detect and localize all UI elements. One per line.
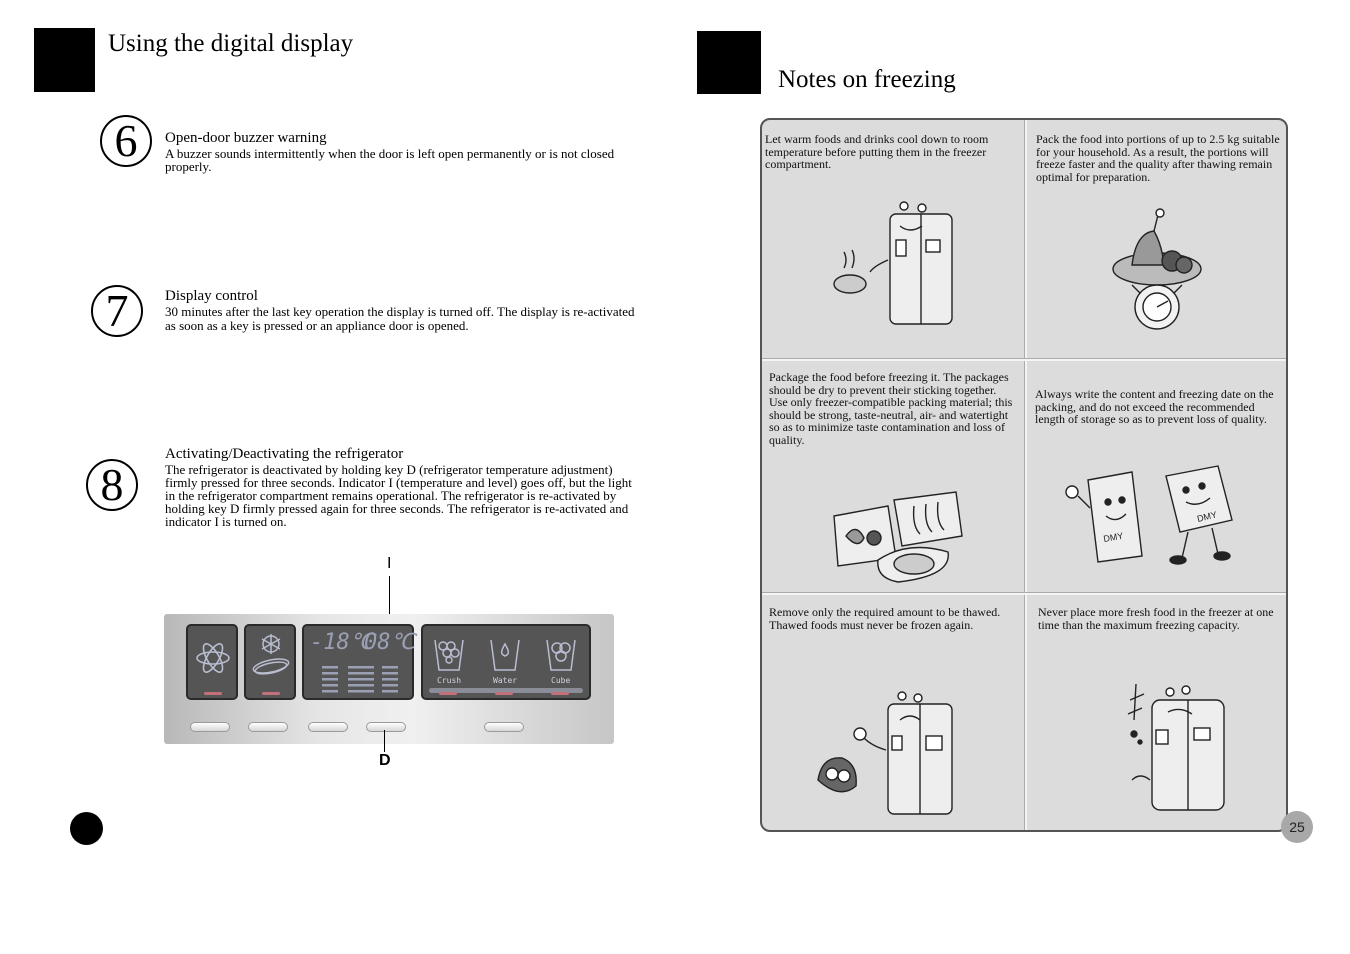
panel-box-dispenser	[421, 624, 591, 700]
section-title: Display control	[165, 288, 258, 304]
key-d-label: D	[379, 752, 391, 769]
fridge-character-overloaded-illustration	[1118, 680, 1238, 820]
section-title: Activating/Deactivating the refrigerator	[165, 446, 404, 462]
snowflake-atom-icon	[189, 634, 237, 684]
panel-key-5[interactable]	[484, 722, 524, 732]
fridge-character-hot-food-illustration	[830, 200, 970, 330]
indicator-light	[551, 692, 569, 695]
step-number-8: 8	[86, 459, 138, 511]
panel-key-1[interactable]	[190, 722, 230, 732]
key-d-line	[384, 730, 385, 752]
page-number-dot-left	[70, 812, 103, 845]
panel-box-fridge	[186, 624, 238, 700]
section-marker	[697, 31, 761, 94]
section-marker	[34, 28, 95, 92]
indicator-light	[495, 692, 513, 695]
section-body: 30 minutes after the last key operation the display is turned off. The display is re-activated as soon as a key is pressed or an appliance door is opened.	[165, 304, 635, 333]
notes-grid	[760, 118, 1288, 832]
indicator-light	[262, 692, 280, 695]
display-fridge-temp: 08℃	[364, 630, 416, 655]
note-portions: Pack the food into portions of up to 2.5 kg suitable for your household. As a result, the portions will freeze faster and the quality after thawing remain optimal for preparation.	[1036, 132, 1280, 184]
packaged-food-illustration	[828, 486, 968, 586]
freezer-snowflake-icon	[248, 630, 294, 682]
note-max-capacity: Never place more fresh food in the freezer at one time than the maximum freezing capacity.	[1038, 605, 1274, 632]
food-scale-illustration	[1102, 205, 1212, 335]
ice-cube-icon	[543, 634, 579, 674]
labelled-packages-illustration	[1062, 462, 1252, 572]
page-title-right: Notes on freezing	[778, 66, 956, 93]
dispenser-label-crush: Crush	[437, 676, 462, 685]
package-brand-text: DMY	[1196, 509, 1218, 524]
display-freezer-temp: -18℃	[310, 630, 375, 655]
page-number-badge: 25	[1281, 811, 1313, 843]
dispenser-label-water: Water	[493, 676, 518, 685]
panel-key-3[interactable]	[308, 722, 348, 732]
note-thaw-required: Remove only the required amount to be thawed. Thawed foods must never be frozen again.	[769, 605, 1001, 632]
grid-divider	[1024, 120, 1027, 830]
crush-ice-icon	[431, 634, 467, 674]
indicator-i-label: I	[387, 555, 392, 572]
grid-divider	[762, 358, 1286, 361]
package-brand-text: DMY	[1102, 530, 1125, 544]
section-body: A buzzer sounds intermittently when the door is left open permanently or is not closed properly.	[165, 146, 615, 174]
step-number-6: 6	[100, 115, 152, 167]
section-display-control	[165, 288, 645, 333]
section-activating	[165, 446, 645, 528]
grid-divider	[762, 592, 1286, 595]
panel-key-2[interactable]	[248, 722, 288, 732]
control-panel	[164, 614, 614, 744]
step-number-7: 7	[91, 285, 143, 337]
page-title-left: Using the digital display	[108, 30, 354, 57]
section-title: Open-door buzzer warning	[165, 130, 327, 146]
panel-box-freezer	[244, 624, 296, 700]
section-body: The refrigerator is deactivated by holding key D (refrigerator temperature adjustment) firmly pressed for three seconds. Indicator I (temperature and level) goes off, but the light in the refrigerator compartment remains operational. The refrigerator is re-activated by holding key D firmly pressed again for three seconds. The refrigerator is re-activated and indicator I is turned on.	[165, 462, 632, 529]
section-open-door-buzzer	[165, 130, 645, 173]
dispenser-label-cube: Cube	[551, 676, 571, 685]
level-bars-icon	[308, 664, 412, 696]
note-write-date: Always write the content and freezing date on the packing, and do not exceed the recommended length of storage so as to prevent loss of quality.	[1035, 387, 1274, 427]
note-package-food: Package the food before freezing it. The packages should be dry to prevent their sticking together. Use only freezer-compatible packing material; this should be strong, taste-neutral, air- and watertight so as to minimize taste contamination and loss of quality.	[769, 370, 1013, 447]
indicator-light	[439, 692, 457, 695]
panel-key-d[interactable]	[366, 722, 406, 732]
note-cool-down: Let warm foods and drinks cool down to room temperature before putting them in the freezer compartment.	[765, 132, 989, 172]
water-drop-icon	[487, 634, 523, 674]
panel-box-temperature-display	[302, 624, 414, 700]
indicator-light	[204, 692, 222, 695]
fridge-character-thawed-food-illustration	[812, 690, 962, 820]
